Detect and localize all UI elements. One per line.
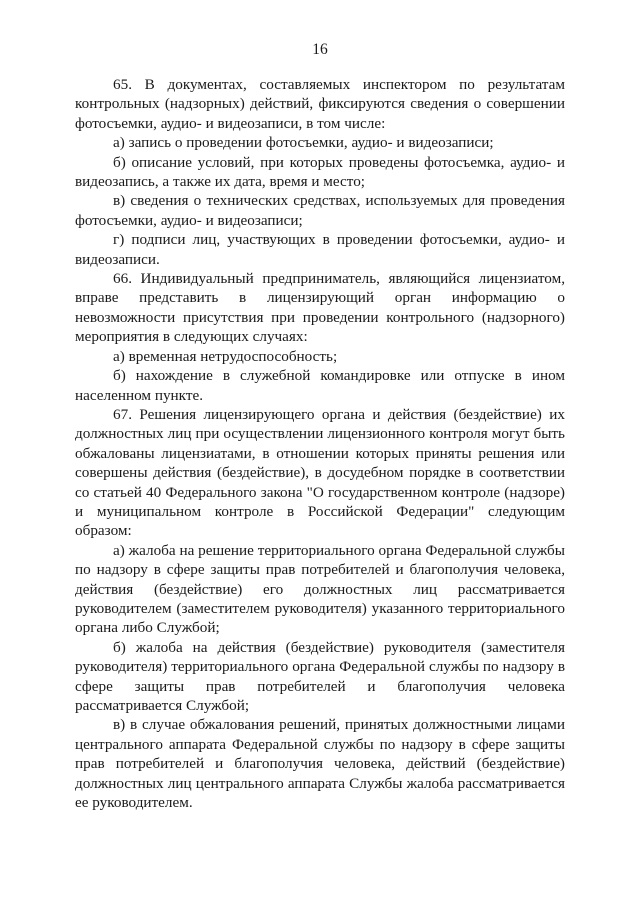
paragraph-65: 65. В документах, составляемых инспектором по результатам контрольных (надзорных) действий, фиксируются сведения о совершении фотосъемки, аудио- и видеозаписи, в том числе:	[75, 76, 565, 132]
paragraph-67: 67. Решения лицензирующего органа и действия (бездействие) их должностных лиц при осуществлении лицензионного контроля могут быть обжалованы лицензиатами, в отношении которых приняты решения или совершены действия (бездействие), в досудебном порядке в соответствии со статьей 40 Федерального закона "О государственном контроле (надзоре) и муниципальном контроле в Российской Федерации" следующим образом:	[75, 405, 565, 540]
paragraph-66-b: б) нахождение в служебной командировке или отпуске в ином населенном пункте.	[75, 367, 565, 404]
paragraph-67-b: б) жалоба на действия (бездействие) руководителя (заместителя руководителя) территориального органа Федеральной службы по надзору в сфере защиты прав потребителей и благополучия человека рассматривается Службой;	[75, 638, 565, 714]
paragraph-65-g: г) подписи лиц, участвующих в проведении фотосъемки, аудио- и видеозаписи.	[75, 231, 565, 268]
paragraph-65-b: б) описание условий, при которых проведены фотосъемка, аудио- и видеозапись, а также их дата, время и место;	[75, 153, 565, 191]
paragraph-65-a: а) запись о проведении фотосъемки, аудио- и видеозаписи;	[113, 134, 494, 152]
paragraph-66-a: а) временная нетрудоспособность;	[113, 347, 338, 365]
document-body	[75, 75, 565, 812]
paragraph-66: 66. Индивидуальный предприниматель, являющийся лицензиатом, вправе представить в лицензирующий орган информацию о невозможности присутствия при проведении контрольного (надзорного) мероприятия в следующих случаях:	[75, 270, 565, 346]
paragraph-67-v: в) в случае обжалования решений, принятых должностными лицами центрального аппарата Федеральной службы по надзору в сфере защиты прав потребителей и благополучия человека, действий (бездействие) должностных лиц центрального аппарата Службы жалоба рассматривается ее руководителем.	[75, 716, 565, 812]
paragraph-67-a: а) жалоба на решение территориального органа Федеральной службы по надзору в сфере защиты прав потребителей и благополучия человека, действия (бездействие) его должностных лиц рассматривается руководителем (заместителем руководителя) указанного территориального органа либо Службой;	[75, 541, 565, 637]
page-number: 16	[312, 41, 328, 58]
paragraph-65-v: в) сведения о технических средствах, используемых для проведения фотосъемки, аудио- и видеозаписи;	[75, 192, 565, 229]
